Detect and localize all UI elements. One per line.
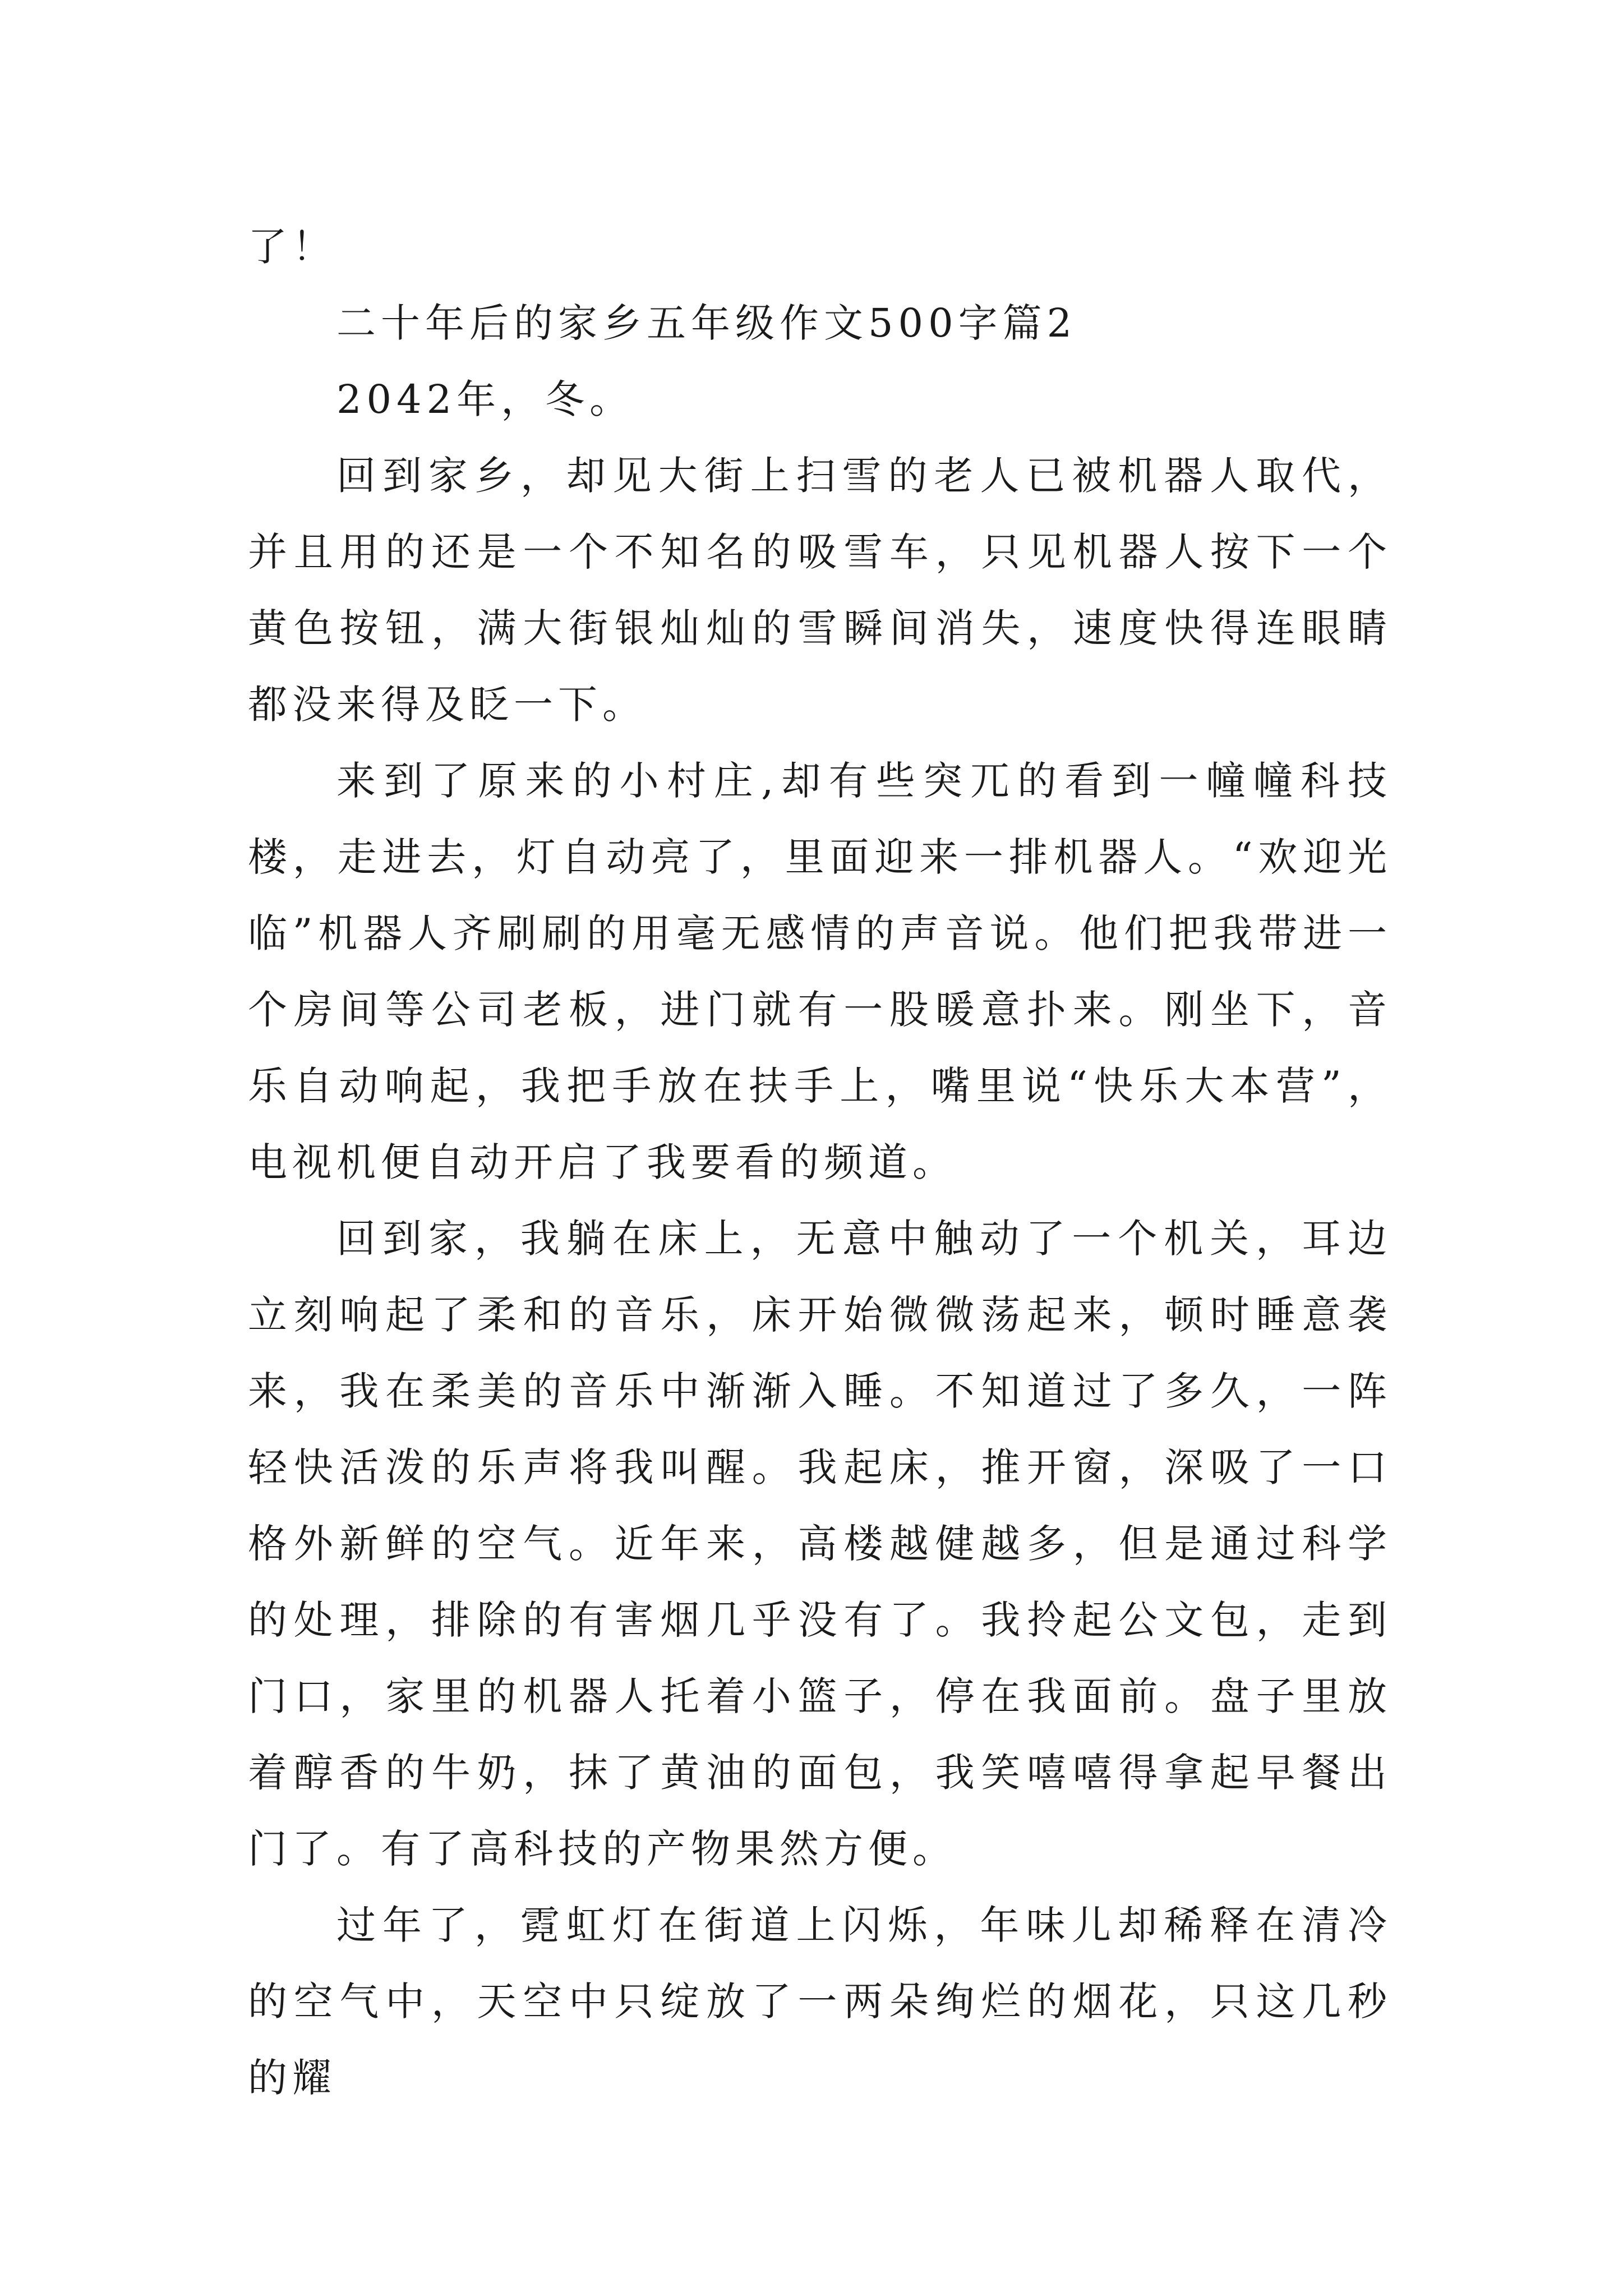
paragraph: 过年了，霓虹灯在街道上闪烁，年味儿却稀释在清冷的空气中，天空中只绽放了一两朵绚烂的烟花，只这几秒的耀 xyxy=(248,1902,1392,2101)
continuation-line: 了！ xyxy=(248,224,336,270)
essay-title: 二十年后的家乡五年级作文500字篇2 xyxy=(336,300,1077,346)
essay-body xyxy=(248,209,1392,2116)
paragraph: 回到家，我躺在床上，无意中触动了一个机关，耳边立刻响起了柔和的音乐，床开始微微荡起来，顿时睡意袭来，我在柔美的音乐中渐渐入睡。不知道过了多久，一阵轻快活泼的乐声将我叫醒。我起床，推开窗，深吸了一口格外新鲜的空气。近年来，高楼越健越多，但是通过科学的处理，排除的有害烟几乎没有了。我拎起公文包，走到门口，家里的机器人托着小篮子，停在我面前。盘子里放着醇香的牛奶，抹了黄油的面包，我笑嘻嘻得拿起早餐出门了。有了高科技的产物果然方便。 xyxy=(248,1216,1392,1872)
paragraph: 回到家乡，却见大街上扫雪的老人已被机器人取代，并且用的还是一个不知名的吸雪车，只见机器人按下一个黄色按钮，满大街银灿灿的雪瞬间消失，速度快得连眼睛都没来得及眨一下。 xyxy=(248,453,1392,728)
date-line: 2042年，冬。 xyxy=(336,376,634,422)
paragraph: 来到了原来的小村庄,却有些突兀的看到一幢幢科技楼，走进去，灯自动亮了，里面迎来一排机器人。“欢迎光临”机器人齐刷刷的用毫无感情的声音说。他们把我带进一个房间等公司老板，进门就有一股暖意扑来。刚坐下，音乐自动响起，我把手放在扶手上，嘴里说“快乐大本营”，电视机便自动开启了我要看的频道。 xyxy=(248,758,1392,1185)
